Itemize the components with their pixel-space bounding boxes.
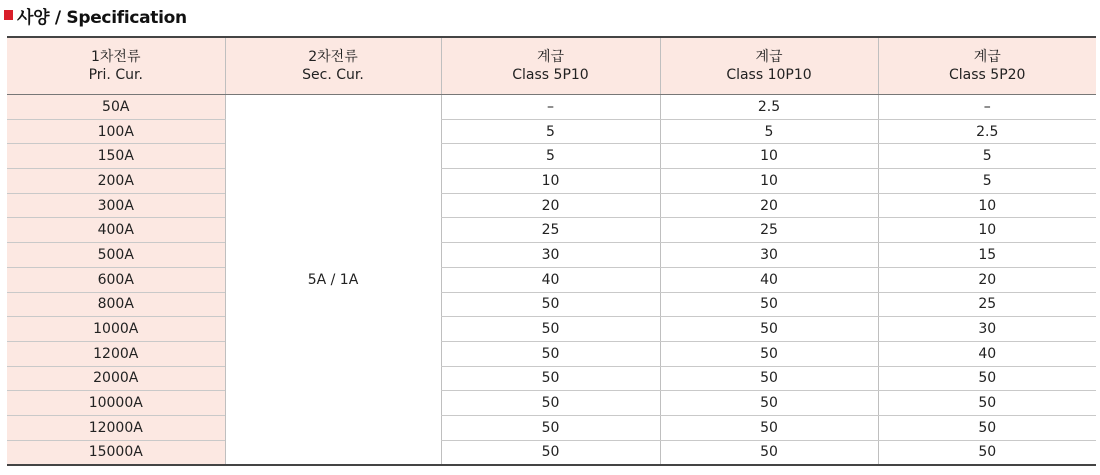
cell-class-5p10: 30 [441, 243, 660, 268]
cell-class-5p10: 25 [441, 218, 660, 243]
header-line-english: Class 10P10 [726, 67, 812, 83]
cell-class-5p20: 50 [878, 366, 1096, 391]
table-row [7, 243, 1096, 268]
cell-primary-current: 500A [7, 243, 225, 268]
cell-class-5p10: 50 [441, 292, 660, 317]
header-line-korean: 계급 [755, 49, 783, 65]
cell-primary-current: 100A [7, 119, 225, 144]
table-header-row [7, 37, 1096, 95]
cell-class-5p10: 40 [441, 267, 660, 292]
table-row [7, 440, 1096, 465]
header-primary-current [7, 37, 225, 95]
cell-primary-current: 150A [7, 144, 225, 169]
table-row [7, 415, 1096, 440]
cell-class-10p10: 50 [660, 341, 878, 366]
cell-class-5p20: 15 [878, 243, 1096, 268]
cell-class-5p10: 50 [441, 341, 660, 366]
cell-primary-current: 12000A [7, 415, 225, 440]
cell-primary-current: 1200A [7, 341, 225, 366]
cell-class-5p10: 5 [441, 119, 660, 144]
cell-class-5p20: 5 [878, 169, 1096, 194]
cell-primary-current: 10000A [7, 391, 225, 416]
cell-class-5p20: – [878, 95, 1096, 120]
header-line-english: Sec. Cur. [302, 67, 364, 83]
table-row [7, 144, 1096, 169]
red-square-bullet-icon [4, 10, 13, 20]
table-row [7, 169, 1096, 194]
cell-class-5p10: 50 [441, 415, 660, 440]
header-line-korean: 계급 [536, 49, 565, 65]
section-title [4, 2, 187, 28]
cell-class-5p20: 50 [878, 391, 1096, 416]
header-secondary-current [225, 37, 441, 95]
header-class-5p20 [878, 37, 1096, 95]
cell-class-5p20: 40 [878, 341, 1096, 366]
cell-class-5p10: 10 [441, 169, 660, 194]
cell-class-5p20: 30 [878, 317, 1096, 342]
table-row [7, 193, 1096, 218]
cell-primary-current: 200A [7, 169, 225, 194]
header-line-korean: 계급 [973, 49, 1001, 65]
cell-class-5p10: 50 [441, 440, 660, 465]
table-row [7, 267, 1096, 292]
cell-class-5p20: 50 [878, 415, 1096, 440]
cell-class-5p20: 10 [878, 218, 1096, 243]
header-line-english: Class 5P20 [949, 67, 1026, 83]
cell-class-5p10: 50 [441, 391, 660, 416]
cell-class-10p10: 10 [660, 144, 878, 169]
table-row [7, 292, 1096, 317]
cell-class-10p10: 50 [660, 317, 878, 342]
table-row [7, 95, 1096, 120]
cell-class-10p10: 2.5 [660, 95, 878, 120]
cell-class-10p10: 10 [660, 169, 878, 194]
table-row [7, 317, 1096, 342]
header-class-10p10 [660, 37, 878, 95]
cell-class-5p20: 5 [878, 144, 1096, 169]
cell-class-5p20: 25 [878, 292, 1096, 317]
cell-class-10p10: 50 [660, 292, 878, 317]
cell-class-10p10: 20 [660, 193, 878, 218]
header-line-korean: 1차전류 [91, 49, 141, 65]
cell-class-5p10: 20 [441, 193, 660, 218]
header-line-korean: 2차전류 [308, 49, 358, 65]
header-class-5p10 [441, 37, 660, 95]
header-line-english: Class 5P10 [512, 67, 589, 83]
cell-primary-current: 15000A [7, 440, 225, 465]
cell-class-5p20: 2.5 [878, 119, 1096, 144]
cell-class-5p10: 5 [441, 144, 660, 169]
cell-secondary-current: 5A / 1A [225, 95, 441, 466]
cell-class-10p10: 30 [660, 243, 878, 268]
section-title-text: 사양 / Specification [17, 7, 187, 28]
header-line-english: Pri. Cur. [88, 67, 143, 83]
cell-class-10p10: 5 [660, 119, 878, 144]
cell-primary-current: 1000A [7, 317, 225, 342]
specification-table [7, 36, 1096, 466]
cell-class-5p10: – [441, 95, 660, 120]
cell-primary-current: 400A [7, 218, 225, 243]
cell-class-10p10: 50 [660, 366, 878, 391]
cell-primary-current: 600A [7, 267, 225, 292]
cell-class-5p20: 20 [878, 267, 1096, 292]
cell-class-5p10: 50 [441, 366, 660, 391]
cell-class-5p20: 10 [878, 193, 1096, 218]
cell-class-10p10: 50 [660, 391, 878, 416]
table-body [7, 95, 1096, 466]
table-row [7, 391, 1096, 416]
table-row [7, 218, 1096, 243]
cell-primary-current: 2000A [7, 366, 225, 391]
table-row [7, 341, 1096, 366]
cell-primary-current: 300A [7, 193, 225, 218]
cell-class-10p10: 50 [660, 440, 878, 465]
cell-class-10p10: 50 [660, 415, 878, 440]
table-row [7, 366, 1096, 391]
cell-primary-current: 800A [7, 292, 225, 317]
cell-class-5p10: 50 [441, 317, 660, 342]
cell-primary-current: 50A [7, 95, 225, 120]
cell-class-5p20: 50 [878, 440, 1096, 465]
table-row [7, 119, 1096, 144]
cell-class-10p10: 40 [660, 267, 878, 292]
cell-class-10p10: 25 [660, 218, 878, 243]
